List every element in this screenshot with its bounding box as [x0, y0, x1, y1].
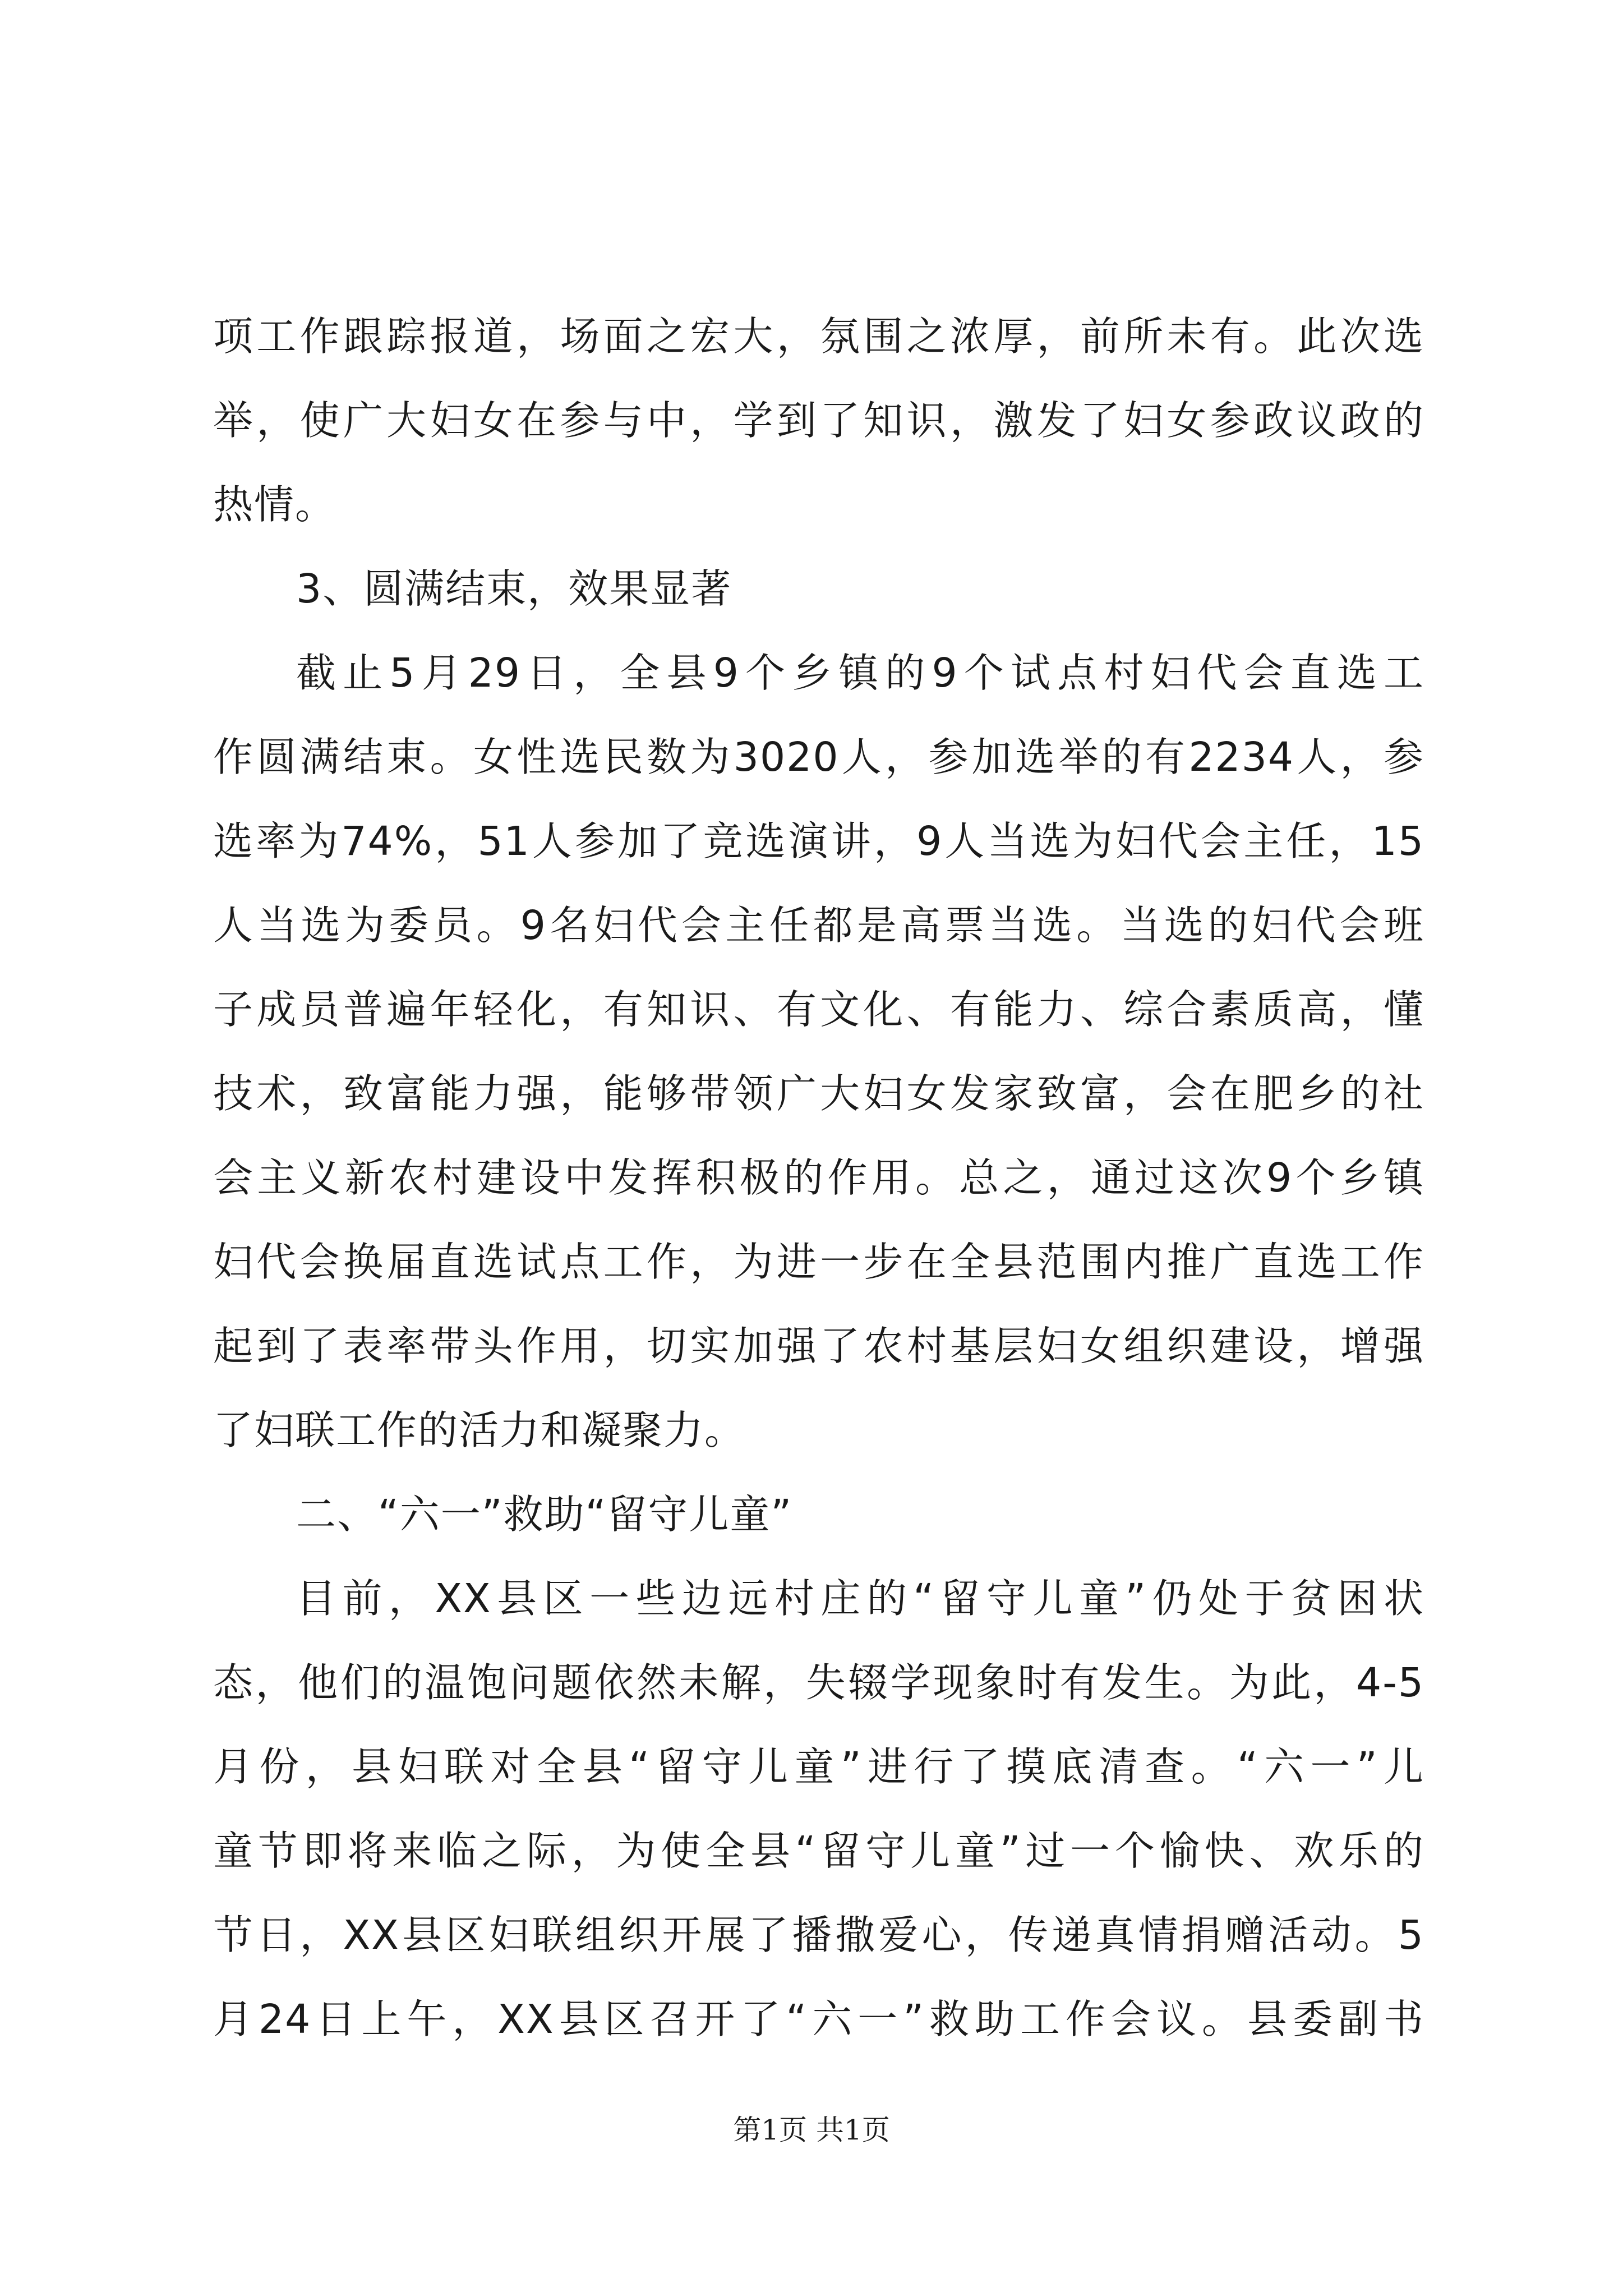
section-heading: 二、“六一”救助“留守儿童”	[296, 1491, 793, 1538]
text-line: 子成员普遍年轻化，有知识、有文化、有能力、综合素质高，懂	[213, 986, 1424, 1033]
text-line: 目前，XX县区一些边远村庄的“留守儿童”仍处于贫困状	[296, 1575, 1424, 1622]
text-line: 作圆满结束。女性选民数为3020人，参加选举的有2234人，参	[213, 734, 1424, 780]
text-line: 了妇联工作的活力和凝聚力。	[213, 1407, 746, 1453]
text-line: 妇代会换届直选试点工作，为进一步在全县范围内推广直选工作	[213, 1239, 1424, 1285]
text-line: 技术，致富能力强，能够带领广大妇女发家致富，会在肥乡的社	[213, 1070, 1424, 1117]
text-line: 项工作跟踪报道，场面之宏大，氛围之浓厚，前所未有。此次选	[213, 313, 1424, 360]
text-line: 截止5月29日，全县9个乡镇的9个试点村妇代会直选工	[296, 650, 1424, 696]
text-line: 会主义新农村建设中发挥积极的作用。总之，通过这次9个乡镇	[213, 1154, 1424, 1201]
text-line: 节日，XX县区妇联组织开展了播撒爱心，传递真情捐赠活动。5	[213, 1912, 1424, 1958]
text-line: 起到了表率带头作用，切实加强了农村基层妇女组织建设，增强	[213, 1323, 1424, 1369]
section-heading: 3、圆满结束，效果显著	[296, 565, 732, 612]
text-line: 人当选为委员。9名妇代会主任都是高票当选。当选的妇代会班	[213, 902, 1424, 949]
text-line: 月份，县妇联对全县“留守儿童”进行了摸底清查。“六一”儿	[213, 1743, 1424, 1790]
text-line: 热情。	[213, 481, 336, 528]
page-footer	[0, 2110, 1623, 2150]
text-line: 月24日上午，XX县区召开了“六一”救助工作会议。县委副书	[213, 1996, 1424, 2042]
page-number: 第1页 共1页	[733, 2114, 890, 2146]
text-line: 举，使广大妇女在参与中，学到了知识，激发了妇女参政议政的	[213, 397, 1424, 444]
text-line: 童节即将来临之际，为使全县“留守儿童”过一个愉快、欢乐的	[213, 1828, 1424, 1874]
text-line: 选率为74%，51人参加了竞选演讲，9人当选为妇代会主任，15	[213, 818, 1424, 864]
text-line: 态，他们的温饱问题依然未解，失辍学现象时有发生。为此，4-5	[213, 1659, 1424, 1706]
document-body	[213, 295, 1424, 2062]
